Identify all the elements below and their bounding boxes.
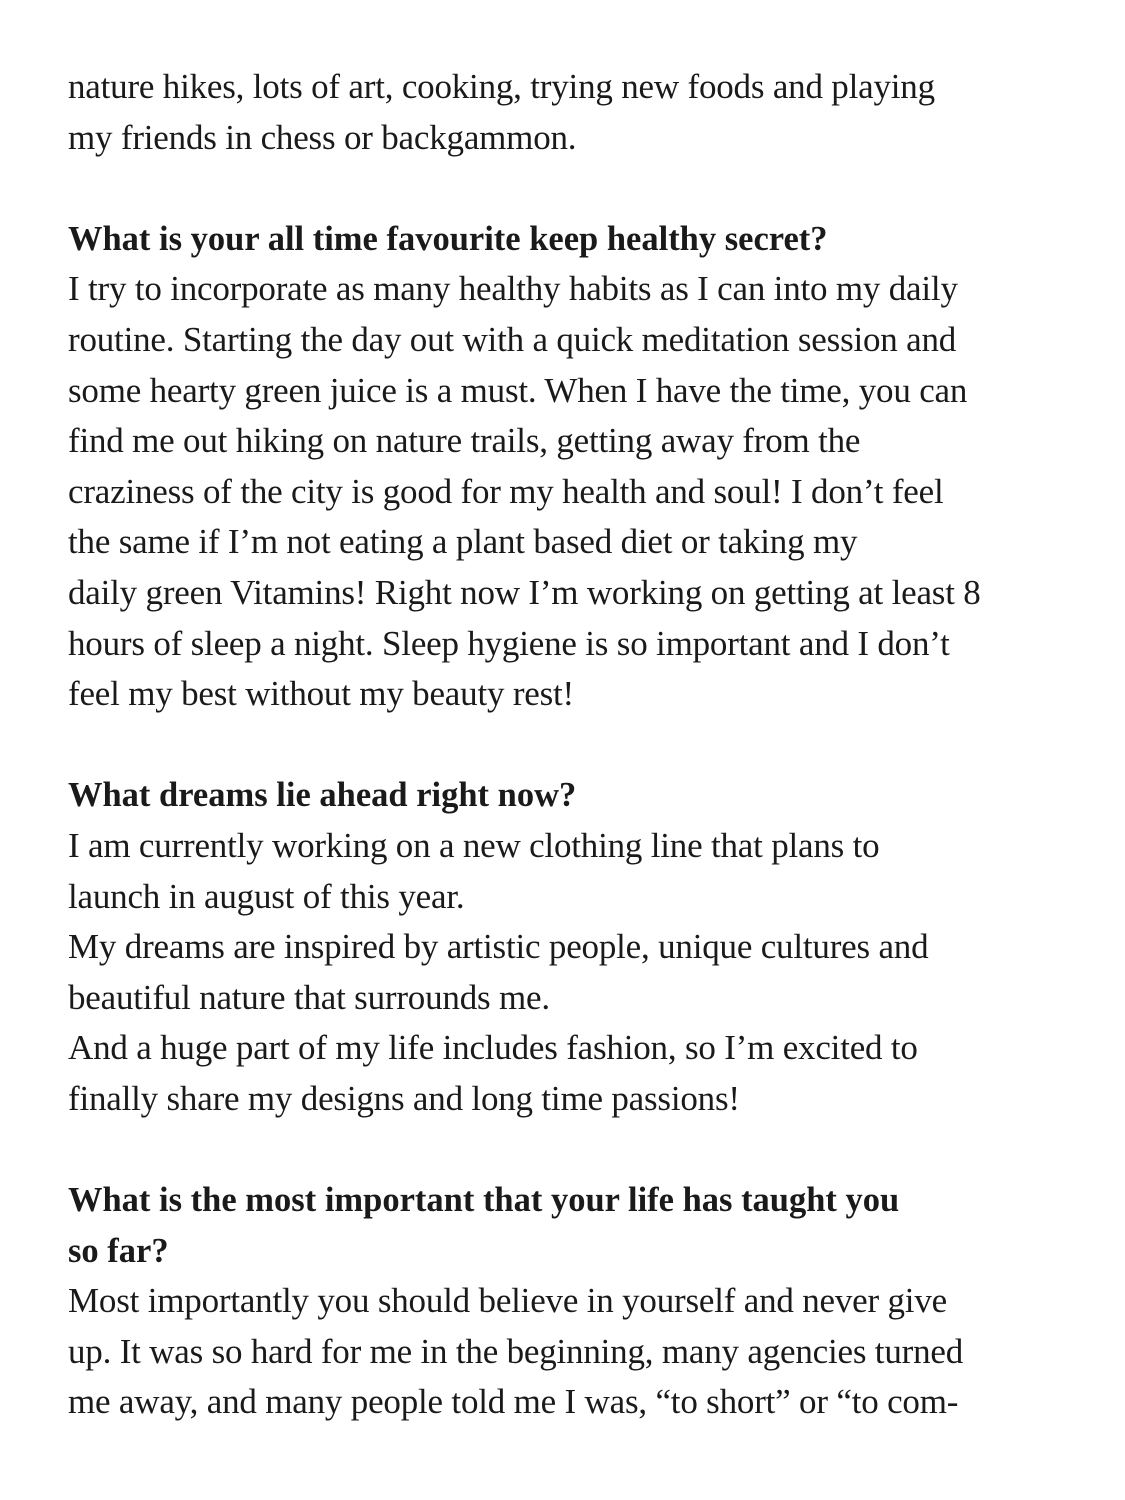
answer-line: craziness of the city is good for my health and soul! I don’t feel: [68, 471, 944, 511]
paragraph-line: my friends in chess or backgammon.: [68, 117, 577, 157]
answer-line: hours of sleep a night. Sleep hygiene is so important and I don’t: [68, 623, 950, 663]
section-life-lesson: [68, 1175, 1068, 1428]
answer-line: up. It was so hard for me in the beginning, many agencies turned: [68, 1331, 964, 1371]
answer-line: routine. Starting the day out with a quick meditation session and: [68, 319, 957, 359]
question-heading: so far?: [68, 1231, 169, 1270]
answer-line: the same if I’m not eating a plant based diet or taking my: [68, 522, 858, 562]
section-dreams-ahead: [68, 770, 1068, 1124]
answer-line: feel my best without my beauty rest!: [68, 674, 575, 714]
answer-line: launch in august of this year.: [68, 876, 465, 916]
answer-line: beautiful nature that surrounds me.: [68, 977, 550, 1017]
article-page: [68, 62, 1068, 1428]
question-heading: What dreams lie ahead right now?: [68, 776, 577, 815]
section-healthy-secret: [68, 214, 1068, 720]
question-heading: What is the most important that your life has taught you: [68, 1181, 900, 1220]
intro-paragraph: [68, 62, 1068, 163]
question-heading: What is your all time favourite keep healthy secret?: [68, 219, 828, 258]
answer-line: And a huge part of my life includes fashion, so I’m excited to: [68, 1028, 918, 1068]
section-gap: [68, 720, 1068, 771]
answer-line: daily green Vitamins! Right now I’m working on getting at least 8: [68, 572, 981, 612]
answer-line: finally share my designs and long time passions!: [68, 1078, 740, 1118]
answer-line: me away, and many people told me I was, “to short” or “to com-: [68, 1382, 959, 1422]
section-gap: [68, 163, 1068, 214]
paragraph-line: nature hikes, lots of art, cooking, trying new foods and playing: [68, 67, 935, 106]
section-gap: [68, 1124, 1068, 1175]
answer-line: I am currently working on a new clothing line that plans to: [68, 825, 880, 865]
answer-line: find me out hiking on nature trails, getting away from the: [68, 421, 861, 461]
answer-line: My dreams are inspired by artistic people, unique cultures and: [68, 927, 929, 967]
answer-line: some hearty green juice is a must. When I have the time, you can: [68, 370, 968, 410]
answer-line: Most importantly you should believe in yourself and never give: [68, 1281, 947, 1321]
answer-line: I try to incorporate as many healthy habits as I can into my daily: [68, 269, 958, 309]
